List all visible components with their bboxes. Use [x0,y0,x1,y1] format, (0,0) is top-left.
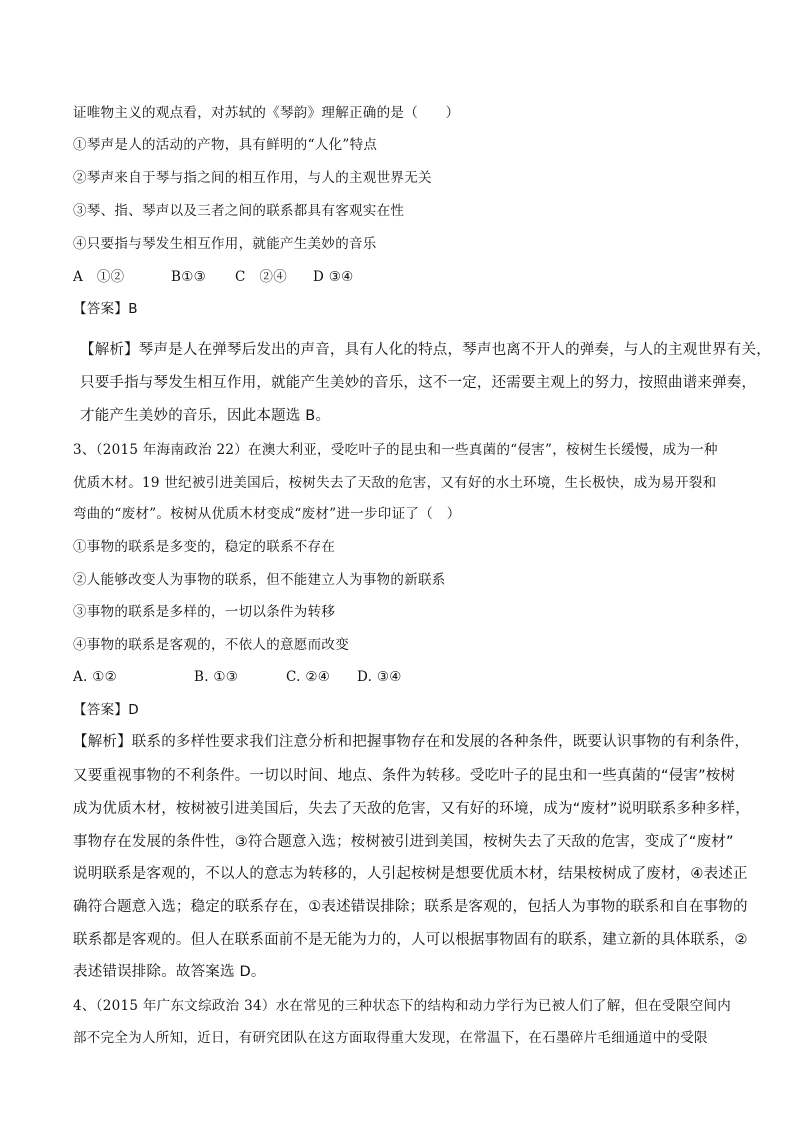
q3-statement-1: ①事物的联系是多变的，稳定的联系不存在 [73,539,336,555]
q2-answer: 【答案】B [73,301,138,317]
q2-statement-1: ①琴声是人的活动的产物，具有鲜明的“人化”特点 [73,137,378,153]
q3-statement-2: ②人能够改变人为事物的联系，但不能建立人为事物的新联系 [73,572,446,588]
q2-option-a: A ①② [73,269,125,285]
q3-stem-line-1: 3、（2015 年海南政治 22）在澳大利亚，受吃叶子的昆虫和一些真菌的“侵害”，桉树生长缓慢，成为一种 [73,442,718,458]
q2-option-d: D ③④ [313,269,354,285]
q3-statement-3: ③事物的联系是多样的，一切以条件为转移 [73,604,336,620]
q3-analysis-line-2: 又要重视事物的不利条件。一切以时间、地点、条件为转移。受吃叶子的昆虫和一些真菌的“侵害”桉树 [73,768,736,784]
q2-statement-3: ③琴、指、琴声以及三者之间的联系都具有客观实在性 [73,203,405,219]
q3-analysis-line-7: 联系都是客观的。但人在联系面前不是无能为力的，人可以根据事物固有的联系，建立新的具体联系，② [73,932,748,948]
q2-statement-2: ②琴声来自于琴与指之间的相互作用，与人的主观世界无关 [73,170,432,186]
q3-option-c: C. ②④ [286,669,331,685]
q2-statement-4: ④只要指与琴发生相互作用，就能产生美妙的音乐 [73,236,377,252]
q3-option-b: B. ①③ [194,669,239,685]
q3-analysis-line-4: 事物存在发展的条件性，③符合题意入选；桉树被引进到美国，桉树失去了天敌的危害，变成了“废材” [73,834,734,850]
q3-answer: 【答案】D [73,702,139,718]
q3-stem-line-3: 弯曲的“废材”。桉树从优质木材变成“废材”进一步印证了（ ） [73,506,461,522]
q3-analysis-line-8: 表述错误排除。故答案选 D。 [73,964,266,980]
q3-options [73,667,402,687]
q2-options [73,267,354,287]
q2-analysis-line-1: 【解析】琴声是人在弹琴后发出的声音，具有人化的特点，琴声也离不开人的弹奏，与人的主观世界有关， [80,342,771,358]
q3-analysis-line-5: 说明联系是客观的，不以人的意志为转移的，人引起桉树是想要优质木材，结果桉树成了废材，④表述正 [73,866,748,882]
q2-option-c: C ②④ [235,269,288,285]
q3-option-a: A. ①② [73,669,118,685]
q3-analysis-line-1: 【解析】联系的多样性要求我们注意分析和把握事物存在和发展的各种条件，既要认识事物的有利条件， [73,734,750,750]
q2-stem-tail: 证唯物主义的观点看，对苏轼的《琴韵》理解正确的是（ ） [73,105,460,121]
q3-analysis-line-3: 成为优质木材，桉树被引进美国后，失去了天敌的危害，又有好的环境，成为“废材”说明联系多种多样， [73,801,750,817]
q2-analysis-line-2: 只要手指与琴发生相互作用，就能产生美妙的音乐，这不一定，还需要主观上的努力，按照曲谱来弹奏， [80,375,757,391]
q4-stem-line-2: 部不完全为人所知，近日，有研究团队在这方面取得重大发现，在常温下，在石墨碎片毛细通道中的受限 [73,1030,708,1046]
q2-analysis-line-3: 才能产生美妙的音乐，因此本题选 B。 [80,408,331,424]
q3-statement-4: ④事物的联系是客观的，不依人的意愿而改变 [73,637,349,653]
q2-option-b: B①③ [171,269,207,285]
q3-analysis-line-6: 确符合题意入选；稳定的联系存在，①表述错误排除；联系是客观的，包括人为事物的联系和自在事物的 [73,899,748,915]
q4-stem-line-1: 4、（2015 年广东文综政治 34）水在常见的三种状态下的结构和动力学行为已被人们了解，但在受限空间内 [73,998,732,1014]
q3-option-d: D. ③④ [357,669,402,685]
q3-stem-line-2: 优质木材。19 世纪被引进美国后，桉树失去了天敌的危害，又有好的水土环境，生长极快，成为易开裂和 [73,475,717,491]
